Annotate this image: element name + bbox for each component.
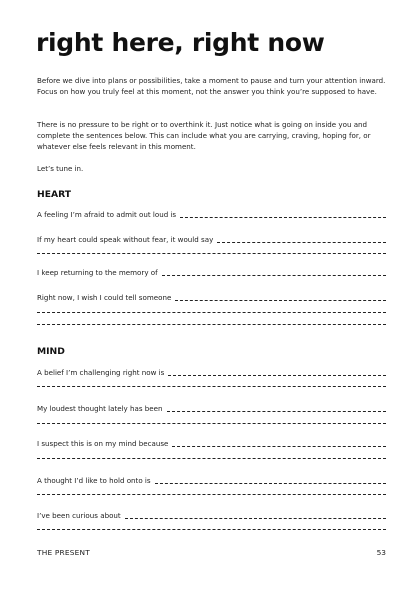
heart-prompt-1: [37, 208, 386, 219]
intro-paragraph-3: Let’s tune in.: [37, 164, 84, 173]
answer-blank[interactable]: [168, 375, 386, 376]
intro-paragraph-2: There is no pressure to be right or to overthink it. Just notice what is going on inside you and complete the sentences below. This can include what you are carrying, craving, hoping for, or whatever else feels relevant in this moment.: [37, 120, 371, 151]
answer-line[interactable]: [37, 423, 386, 424]
answer-blank[interactable]: [175, 300, 386, 301]
mind-prompt-2: [37, 402, 386, 413]
answer-blank[interactable]: [167, 411, 386, 412]
heart-prompt-2: [37, 233, 386, 244]
answer-blank[interactable]: [217, 242, 386, 243]
page-title: right here, right now: [36, 28, 325, 57]
prompt-label: If my heart could speak without fear, it would say: [37, 235, 214, 244]
answer-blank[interactable]: [172, 446, 386, 447]
prompt-label: I’ve been curious about: [37, 511, 121, 520]
prompt-label: A belief I’m challenging right now is: [37, 368, 165, 377]
heart-heading: HEART: [37, 189, 72, 200]
footer-section-name: THE PRESENT: [37, 548, 90, 557]
page-number: 53: [376, 548, 386, 557]
prompt-label: I suspect this is on my mind because: [37, 439, 169, 448]
answer-line[interactable]: [37, 386, 386, 387]
mind-prompt-5: [37, 509, 386, 520]
answer-blank[interactable]: [180, 217, 386, 218]
prompt-label: Right now, I wish I could tell someone: [37, 293, 172, 302]
answer-blank[interactable]: [125, 518, 386, 519]
mind-heading: MIND: [37, 346, 65, 357]
prompt-label: My loudest thought lately has been: [37, 404, 163, 413]
answer-line[interactable]: [37, 529, 386, 530]
prompt-label: I keep returning to the memory of: [37, 268, 158, 277]
mind-prompt-1: [37, 366, 386, 377]
answer-line[interactable]: [37, 324, 386, 325]
answer-blank[interactable]: [155, 483, 386, 484]
prompt-label: A thought I’d like to hold onto is: [37, 476, 151, 485]
prompt-label: A feeling I’m afraid to admit out loud is: [37, 210, 177, 219]
heart-prompt-4: [37, 291, 386, 302]
mind-prompt-4: [37, 474, 386, 485]
answer-line[interactable]: [37, 458, 386, 459]
answer-line[interactable]: [37, 494, 386, 495]
intro-paragraph-1: Before we dive into plans or possibilities, take a moment to pause and turn your attention inward. Focus on how you truly feel at this moment, not the answer you think you’re supposed to have.: [37, 76, 386, 96]
answer-blank[interactable]: [162, 275, 386, 276]
answer-line[interactable]: [37, 312, 386, 313]
heart-prompt-3: [37, 266, 386, 277]
mind-prompt-3: [37, 437, 386, 448]
answer-line[interactable]: [37, 253, 386, 254]
